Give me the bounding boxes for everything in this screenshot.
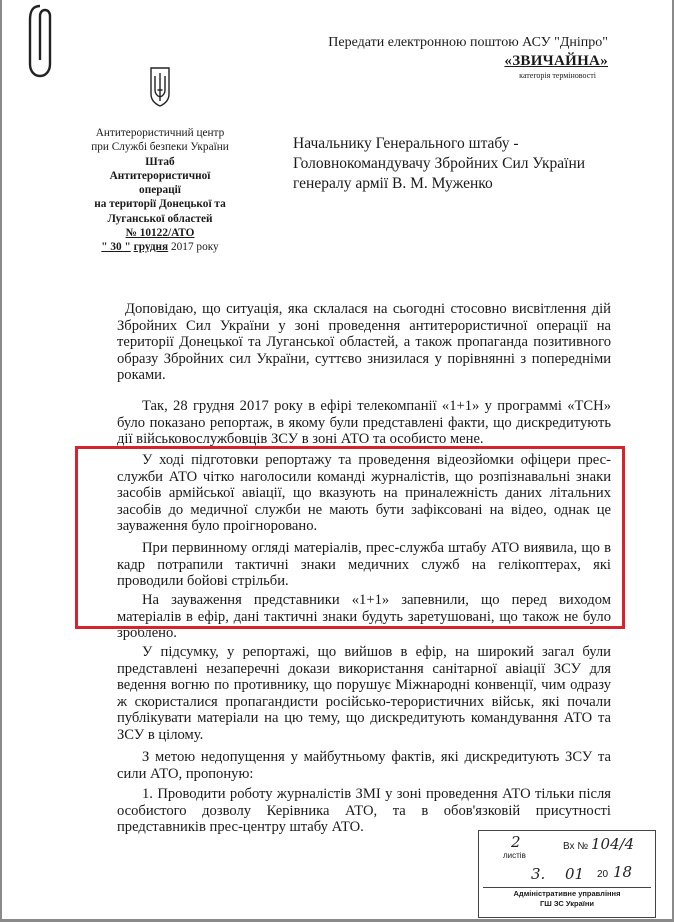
stamp-footer-line: ГШ ЗС України	[539, 899, 595, 908]
date-year: 2017 року	[171, 241, 219, 254]
issuer-line: операції	[139, 184, 181, 197]
body-paragraph: На зауваження представники «1+1» запевнили, що перед виходом матеріалів в ефір, дані тактичні знаки будуть заретушовані, що також не було зроблено.	[117, 592, 611, 642]
issuer-line: Антитерористичної	[109, 169, 211, 182]
body-paragraph: З метою недопущення у майбутньому фактів, які дискредитують ЗСУ та сили АТО, пропоную:	[117, 749, 611, 782]
issuer-block	[62, 126, 258, 255]
date-month: грудня	[133, 241, 169, 254]
body-paragraph: 1. Проводити роботу журналістів ЗМІ у зоні проведення АТО тільки після особистого дозволу Керівника АТО, та в обов'язковій присутності представників прес-центру штабу АТО.	[117, 786, 611, 836]
body-paragraph: Доповідаю, що ситуація, яка склалася на сьогодні стосовно висвітлення дій Збройних Сил України у зоні проведення антитерористичної операції на території Донецької та Луганської областей, а також пропаганда позитивного образу Збройних сил України, суттєво знизилася у порівнянні з попередніми роками.	[117, 301, 611, 384]
scan-edge-left	[0, 0, 2, 922]
stamp-date-year: 18	[613, 863, 633, 881]
stamp-divider	[483, 887, 651, 888]
addressee-line: Головнокомандувачу Збройних Сил України	[293, 155, 586, 172]
registration-stamp	[478, 830, 656, 918]
addressee-line: генералу армії В. М. Муженко	[293, 175, 493, 192]
transmission-header	[288, 34, 608, 81]
issuer-line: Луганської областей	[107, 212, 213, 225]
urgency-caption: категорія терміновості	[519, 71, 596, 80]
urgency-category: «ЗВИЧАЙНА»	[504, 53, 608, 69]
stamp-date-day: 3.	[531, 865, 546, 883]
highlight-box	[75, 446, 625, 629]
stamp-footer	[483, 889, 651, 909]
body-paragraph: У підсумку, у репортажі, що вийшов в ефір, на широкий загал були представлені незаперечні докази використання санітарної авіації ЗСУ для ведення вогню по противнику, що порушує Міжнародні конвенції, чим одразу ж скористалися пропагандисти російсько-терористичних військ, які почали публікувати матеріали на цю тему, що дискредитують командування АТО та ЗСУ в цілому.	[117, 644, 611, 743]
trident-emblem-icon	[148, 66, 172, 108]
addressee-block	[293, 134, 623, 194]
body-paragraph: При первинному огляді матеріалів, прес-служба штабу АТО виявила, що в кадр потрапили тактичні знаки медичних служб на гелікоптерах, які проводили бойові стрільби.	[117, 540, 611, 590]
document-date	[62, 240, 258, 254]
body-paragraph: Так, 28 грудня 2017 року в ефірі телекомпанії «1+1» у программі «ТСН» було показано репортаж, в якому були представлені факти, що дискредитують дії військовослужбовців ЗСУ в зоні АТО та особисто мене.	[117, 398, 611, 448]
stamp-in-number: 104/4	[591, 835, 635, 853]
issuer-line: Антитерористичний центр	[95, 127, 225, 139]
paperclip-icon	[10, 4, 60, 88]
stamp-sheets-label: листів	[503, 851, 526, 860]
issuer-line: Штаб	[145, 155, 175, 168]
stamp-footer-line: Адміністративне управління	[513, 889, 621, 898]
stamp-in-label: Вх №	[563, 841, 589, 852]
stamp-year-prefix: 20	[597, 869, 609, 880]
document-number: № 10122/АТО	[125, 227, 195, 240]
stamp-sheets-value: 2	[511, 833, 521, 851]
addressee-line: Начальнику Генерального штабу -	[293, 135, 519, 152]
issuer-line: на території Донецької та	[94, 198, 226, 211]
send-instruction: Передати електронною поштою АСУ "Дніпро"	[328, 35, 608, 50]
issuer-line: при Службі безпеки України	[91, 141, 229, 154]
stamp-date-month: 01	[565, 865, 585, 883]
date-day: " 30 "	[101, 241, 131, 254]
body-paragraph: У ході підготовки репортажу та проведення відеозйомки офіцери прес-служби АТО чітко наголосили команді журналістів, що розпізнавальні знаки засобів армійської авіації, що вказують на приналежність даних літальних засобів до медичної служби не мають бути зафіксовані на відео, однак це зауваження було проігноровано.	[117, 452, 611, 535]
